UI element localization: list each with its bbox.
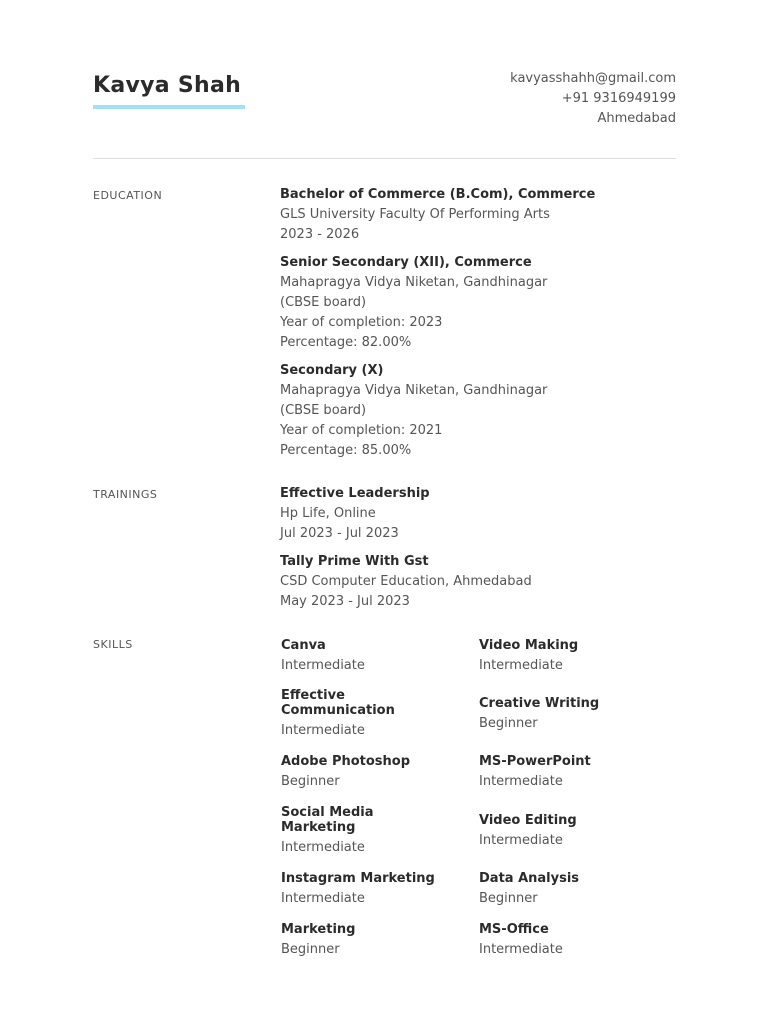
skill-name: Effective Communication: [281, 688, 395, 718]
skill-name: Data Analysis: [479, 871, 580, 886]
skill-name: Instagram Marketing: [281, 871, 435, 886]
candidate-name: Kavya Shah: [93, 73, 242, 98]
skill-item: [479, 813, 654, 851]
skill-name: Marketing: [281, 922, 356, 937]
education-detail: Year of completion: 2023: [280, 315, 443, 330]
skill-level: Intermediate: [479, 658, 563, 673]
skill-item: [281, 871, 456, 909]
training-entry: [280, 484, 680, 544]
education-detail: (CBSE board): [280, 403, 367, 418]
skill-name: Video Making: [479, 638, 579, 653]
skill-name: Video Editing: [479, 813, 577, 828]
education-entry: [280, 253, 680, 353]
education-entry: [280, 185, 680, 245]
name-underline-accent: [93, 105, 245, 109]
skill-level: Intermediate: [479, 774, 563, 789]
skill-name: MS-PowerPoint: [479, 754, 591, 769]
section-label-skills: SKILLS: [93, 638, 133, 651]
skill-level: Beginner: [281, 942, 340, 957]
section-label-trainings: TRAININGS: [93, 488, 158, 501]
skill-item: [281, 754, 456, 792]
training-detail: May 2023 - Jul 2023: [280, 594, 410, 609]
education-detail: Percentage: 82.00%: [280, 335, 412, 350]
skill-name: Social Media Marketing: [281, 805, 374, 835]
training-title: Effective Leadership: [280, 486, 430, 501]
contact-block: [510, 69, 676, 129]
skill-item: [479, 696, 654, 734]
skill-level: Beginner: [479, 716, 538, 731]
skill-name: Creative Writing: [479, 696, 600, 711]
education-title: Senior Secondary (XII), Commerce: [280, 255, 532, 270]
skill-name: Adobe Photoshop: [281, 754, 411, 769]
skill-name: Canva: [281, 638, 326, 653]
education-list: [280, 185, 680, 469]
contact-phone[interactable]: +91 9316949199: [561, 91, 676, 106]
trainings-list: [280, 484, 680, 620]
skill-item: [281, 638, 456, 676]
contact-location: Ahmedabad: [597, 111, 676, 126]
education-entry: [280, 361, 680, 461]
education-detail: Year of completion: 2021: [280, 423, 443, 438]
skill-level: Beginner: [479, 891, 538, 906]
skill-level: Intermediate: [281, 658, 365, 673]
training-title: Tally Prime With Gst: [280, 554, 429, 569]
education-detail: Mahapragya Vidya Niketan, Gandhinagar: [280, 383, 548, 398]
skill-name: MS-Office: [479, 922, 549, 937]
skill-level: Intermediate: [281, 891, 365, 906]
skill-item: [281, 805, 411, 858]
education-detail: (CBSE board): [280, 295, 367, 310]
skill-item: [281, 922, 456, 960]
education-title: Bachelor of Commerce (B.Com), Commerce: [280, 187, 596, 202]
training-detail: CSD Computer Education, Ahmedabad: [280, 574, 532, 589]
contact-email[interactable]: kavyasshahh@gmail.com: [510, 71, 676, 86]
skill-level: Beginner: [281, 774, 340, 789]
skill-level: Intermediate: [281, 723, 365, 738]
skill-level: Intermediate: [479, 942, 563, 957]
skill-level: Intermediate: [281, 840, 365, 855]
education-detail: 2023 - 2026: [280, 227, 360, 242]
education-detail: Mahapragya Vidya Niketan, Gandhinagar: [280, 275, 548, 290]
training-detail: Jul 2023 - Jul 2023: [280, 526, 399, 541]
education-title: Secondary (X): [280, 363, 384, 378]
skill-level: Intermediate: [479, 833, 563, 848]
skill-item: [479, 754, 654, 792]
training-detail: Hp Life, Online: [280, 506, 376, 521]
education-detail: Percentage: 85.00%: [280, 443, 412, 458]
header-divider: [93, 158, 676, 159]
skill-item: [479, 638, 654, 676]
skill-item: [479, 922, 654, 960]
training-entry: [280, 552, 680, 612]
education-detail: GLS University Faculty Of Performing Arts: [280, 207, 550, 222]
skill-item: [281, 688, 431, 741]
section-label-education: EDUCATION: [93, 189, 163, 202]
skill-item: [479, 871, 654, 909]
